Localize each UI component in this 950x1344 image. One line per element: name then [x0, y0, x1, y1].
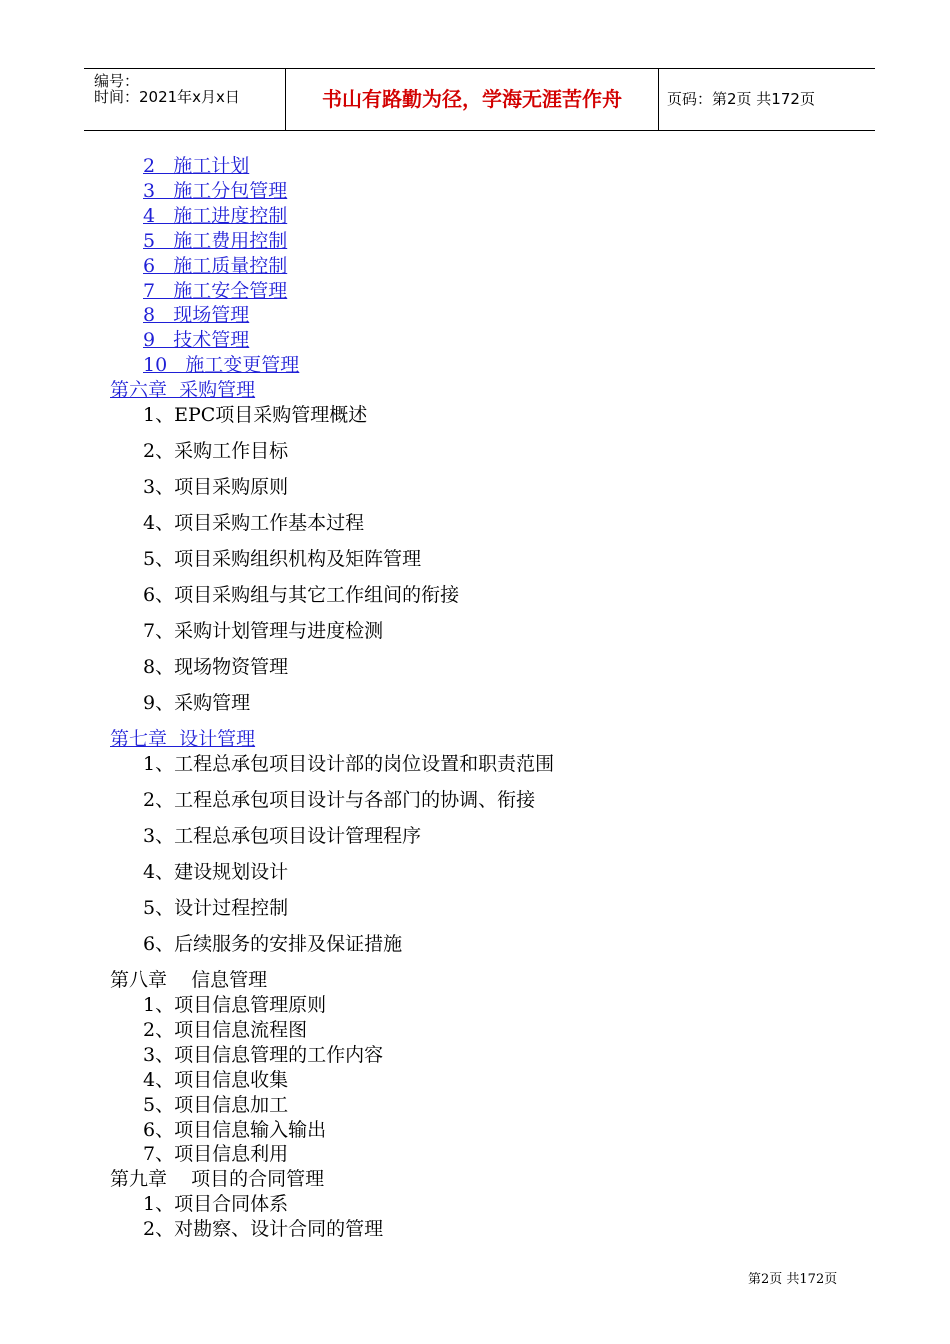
toc-item: 4、项目采购工作基本过程: [143, 512, 365, 534]
toc-item: 4、建设规划设计: [143, 861, 289, 883]
toc-item: 6、后续服务的安排及保证措施: [143, 933, 403, 955]
toc-item: 6、项目信息输入输出: [143, 1119, 327, 1141]
toc-link-cost-control[interactable]: 5 施工费用控制: [143, 230, 288, 252]
toc-item: 5、设计过程控制: [143, 897, 289, 919]
time-label: 时间：2021年x月x日: [94, 88, 240, 106]
toc-link-progress-control[interactable]: 4 施工进度控制: [143, 205, 288, 227]
toc-link-site-management[interactable]: 8 现场管理: [143, 304, 250, 326]
toc-item: 2、对勘察、设计合同的管理: [143, 1218, 384, 1240]
toc-item: 7、采购计划管理与进度检测: [143, 620, 384, 642]
page-header: [84, 68, 875, 131]
toc-item: 1、工程总承包项目设计部的岗位设置和职责范围: [143, 753, 555, 775]
toc-item: 5、项目信息加工: [143, 1094, 289, 1116]
toc-item: 2、采购工作目标: [143, 440, 289, 462]
header-page-info: 页码：第2页 共172页: [667, 90, 815, 108]
toc-chapter-6-link[interactable]: 第六章 采购管理: [110, 379, 256, 401]
toc-link-construction-plan[interactable]: 2 施工计划: [143, 155, 250, 177]
toc-link-tech-management[interactable]: 9 技术管理: [143, 329, 250, 351]
toc-item: 3、项目信息管理的工作内容: [143, 1044, 384, 1066]
toc-item: 2、项目信息流程图: [143, 1019, 308, 1041]
number-label: 编号：: [94, 72, 140, 90]
toc-chapter-9-title: 第九章 项目的合同管理: [110, 1168, 325, 1190]
toc-link-change-management[interactable]: 10 施工变更管理: [143, 354, 300, 376]
toc-item: 3、项目采购原则: [143, 476, 289, 498]
toc-item: 1、项目信息管理原则: [143, 994, 327, 1016]
header-meta-cell: [84, 69, 286, 130]
toc-item: 1、EPC项目采购管理概述: [143, 404, 368, 426]
toc-item: 1、项目合同体系: [143, 1193, 289, 1215]
toc-item: 8、现场物资管理: [143, 656, 289, 678]
motto-text: 书山有路勤为径，学海无涯苦作舟: [322, 87, 622, 111]
toc-link-quality-control[interactable]: 6 施工质量控制: [143, 255, 288, 277]
toc-item: 7、项目信息利用: [143, 1143, 289, 1165]
toc-link-safety[interactable]: 7 施工安全管理: [143, 280, 288, 302]
header-motto-cell: [286, 69, 659, 130]
header-page-cell: [659, 69, 875, 130]
toc-item: 9、采购管理: [143, 692, 251, 714]
toc-item: 4、项目信息收集: [143, 1069, 289, 1091]
toc-item: 3、工程总承包项目设计管理程序: [143, 825, 422, 847]
toc-item: 2、工程总承包项目设计与各部门的协调、衔接: [143, 789, 536, 811]
toc-chapter-8-title: 第八章 信息管理: [110, 969, 268, 991]
toc-chapter-7-link[interactable]: 第七章 设计管理: [110, 728, 256, 750]
toc-item: 6、项目采购组与其它工作组间的衔接: [143, 584, 460, 606]
toc-item: 5、项目采购组织机构及矩阵管理: [143, 548, 422, 570]
toc-link-subcontract[interactable]: 3 施工分包管理: [143, 180, 288, 202]
footer-page-info: 第2页 共172页: [748, 1272, 838, 1287]
